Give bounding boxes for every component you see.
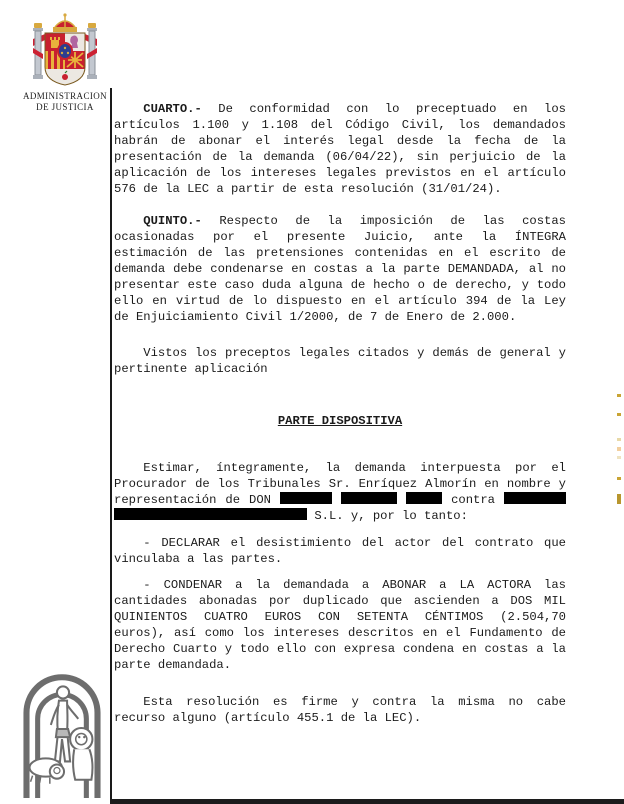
- text-run: - CONDENAR a la demandada a ABONAR a LA ACTORA las cantidades abonadas por duplicado que ascienden a DOS MIL QUINIENTOS CUATRO EUROS CON SETENTA CÉNTIMOS (2.504,70 euros), así como los intereses descritos en el Fundamento de Derecho Cuarto y todo ello con expresa condena en costas a la parte demandada.: [114, 578, 566, 672]
- text-run: [397, 493, 406, 507]
- text-run: Vistos los preceptos legales citados y demás de general y pertinente aplicación: [114, 346, 566, 376]
- document-body: [114, 101, 566, 726]
- text-run: CUARTO.-: [143, 102, 202, 116]
- text-run: - DECLARAR el desistimiento del actor del contrato que vinculaba a las partes.: [114, 536, 566, 566]
- redaction-box: [406, 492, 442, 504]
- agency-label-line1: ADMINISTRACION: [22, 91, 108, 101]
- text-run: [332, 493, 341, 507]
- text-run: contra: [442, 493, 504, 507]
- text-run: Respecto de la imposición de las costas ocasionadas por el presente Juicio, ante la ÍNTEGRA estimación de las pretensiones contenidas en el escrito de demanda debe condenarse en costas a la parte DEMANDADA, al no presentar este caso duda alguna de hecho o de derecho, y todo ello en virtud de lo dispuesto en el artículo 394 de la Ley de Enjuiciamiento Civil 1/2000, de 7 de Enero de 2.000.: [114, 214, 566, 324]
- page-bottom-edge: [110, 799, 624, 804]
- spain-coat-of-arms-icon: [30, 10, 100, 90]
- scan-edge-mark: [617, 413, 621, 416]
- text-run: De conformidad con lo preceptuado en los artículos 1.100 y 1.108 del Código Civil, los demandados habrán de abonar el interés legal desde la fecha de la presentación de la demanda (06/04/22), sin perjuicio de la aplicación de los intereses legales previstos en el artículo 576 de la LEC a partir de esta resolución (31/01/24).: [114, 102, 566, 196]
- paragraph-condenar: [114, 577, 566, 673]
- scan-edge-mark: [617, 456, 621, 459]
- paragraph-estimar: [114, 460, 566, 524]
- section-heading-parte-dispositiva: PARTE DISPOSITIVA: [277, 414, 403, 428]
- text-run: QUINTO.-: [143, 214, 202, 228]
- paragraph-cuarto: [114, 101, 566, 197]
- scan-edge-mark: [617, 494, 621, 504]
- paragraph-quinto: [114, 213, 566, 325]
- agency-label: [8, 91, 122, 113]
- text-run: Esta resolución es firme y contra la misma no cabe recurso alguno (artículo 455.1 de la LEC).: [114, 695, 566, 725]
- paragraph-vistos: [114, 345, 566, 377]
- junta-de-andalucia-emblem-icon: [16, 660, 108, 800]
- scan-edge-mark: [617, 477, 621, 480]
- text-run: Estimar, íntegramente, la demanda interpuesta por el Procurador de los Tribunales Sr. Enríquez Almorín en nombre y representación de DON: [114, 461, 566, 507]
- paragraph-declarar: [114, 535, 566, 567]
- scan-edge-mark: [617, 438, 621, 441]
- paragraph-firmeza: [114, 694, 566, 726]
- text-run: S.L. y, por lo tanto:: [307, 509, 468, 523]
- scan-edge-mark: [617, 394, 621, 397]
- scan-edge-mark: [617, 447, 621, 451]
- redaction-box: [114, 508, 307, 520]
- redaction-box: [280, 492, 332, 504]
- left-margin-rule: [110, 88, 112, 804]
- agency-label-line2: DE JUSTICIA: [36, 102, 94, 112]
- redaction-box: [504, 492, 566, 504]
- redaction-box: [341, 492, 397, 504]
